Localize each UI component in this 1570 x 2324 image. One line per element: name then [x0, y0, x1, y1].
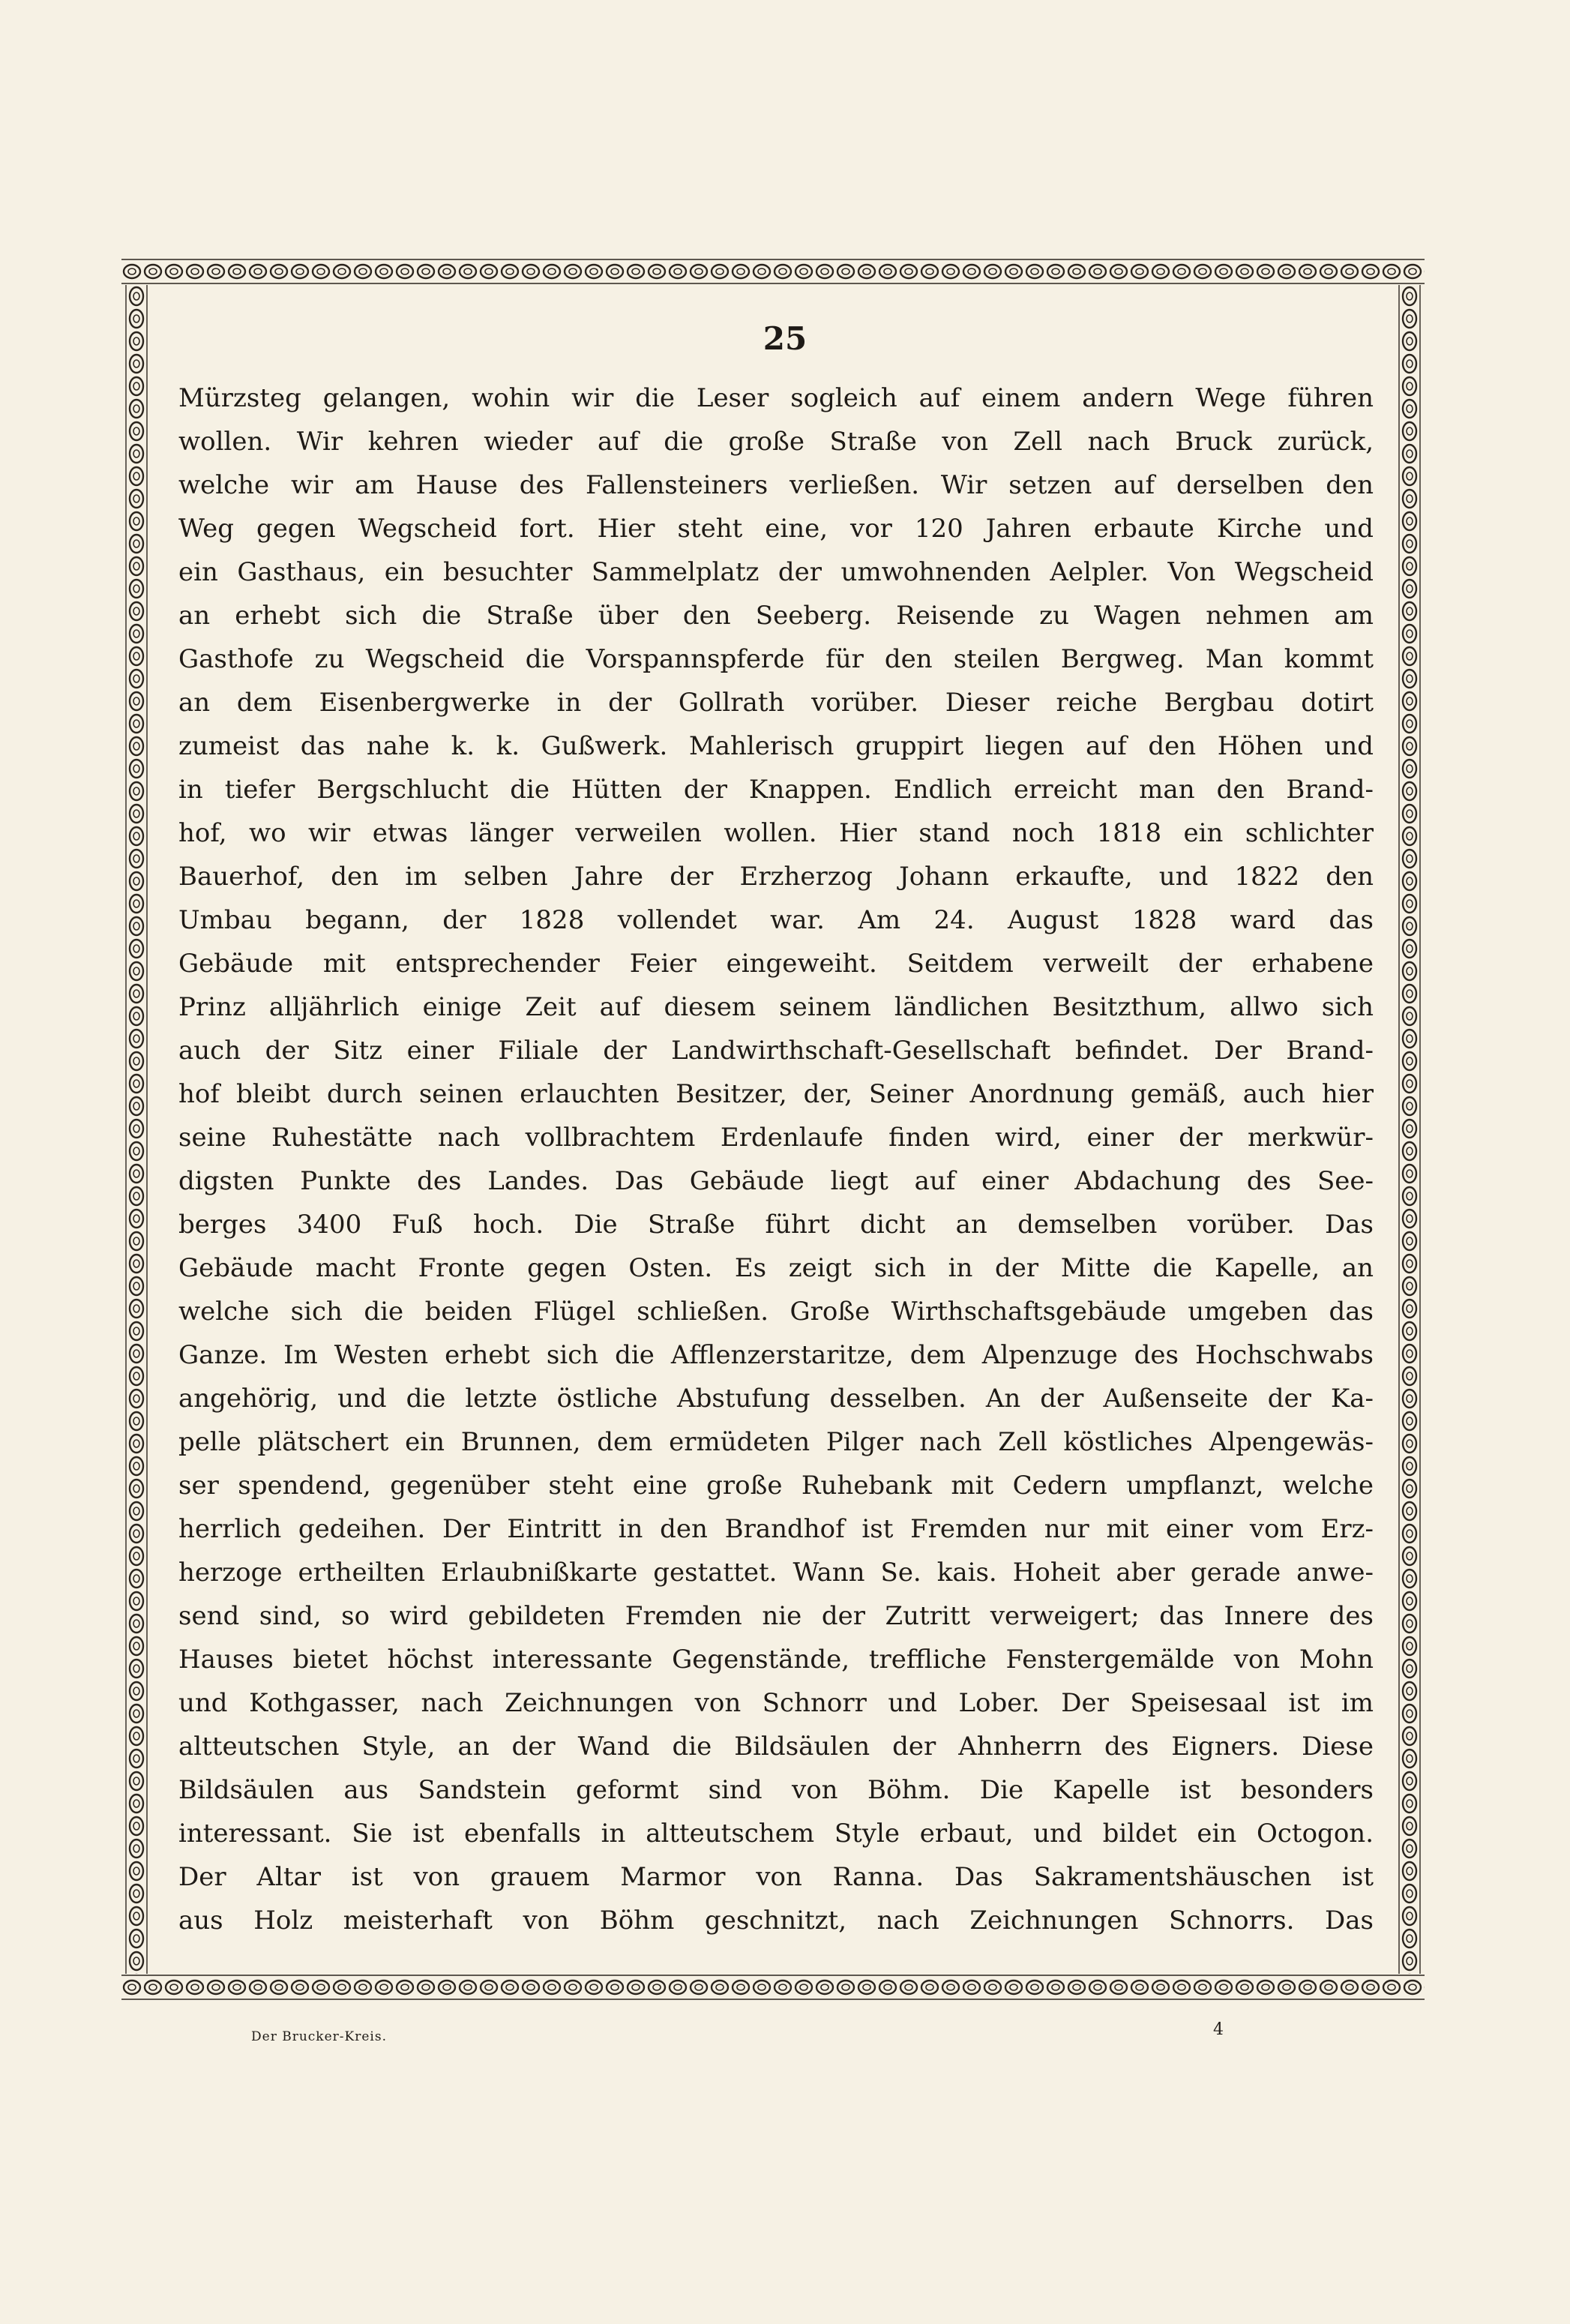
text-line: ser spendend, gegenüber steht eine große Ruhebank mit Cedern umpflanzt, welche — [178, 1471, 1374, 1501]
text-line: Gebäude mit entsprechender Feier eingeweiht. Seitdem verweilt der erhabene — [178, 949, 1374, 979]
text-line: ein Gasthaus, ein besuchter Sammelplatz der umwohnenden Aelpler. Von Wegscheid — [178, 557, 1374, 587]
text-line: altteutschen Style, an der Wand die Bildsäulen der Ahnherrn des Eigners. Diese — [178, 1732, 1374, 1762]
border-top-band — [121, 255, 1425, 288]
signature-line: Der Brucker-Kreis. — [251, 2029, 387, 2044]
text-line: Bildsäulen aus Sandstein geformt sind von Böhm. Die Kapelle ist besonders — [178, 1775, 1374, 1805]
body-text — [178, 376, 1374, 1942]
text-line: berges 3400 Fuß hoch. Die Straße führt dicht an demselben vorüber. Das — [178, 1210, 1374, 1240]
text-line: und Kothgasser, nach Zeichnungen von Schnorr und Lober. Der Speisesaal ist im — [178, 1688, 1374, 1718]
text-line: digsten Punkte des Landes. Das Gebäude liegt auf einer Abdachung des See- — [178, 1166, 1374, 1196]
border-left-band — [121, 285, 151, 1974]
text-line: Umbau begann, der 1828 vollendet war. Am 24. August 1828 ward das — [178, 905, 1374, 935]
text-line: wollen. Wir kehren wieder auf die große Straße von Zell nach Bruck zurück, — [178, 427, 1374, 457]
text-line: herrlich gedeihen. Der Eintritt in den Brandhof ist Fremden nur mit einer vom Erz- — [178, 1514, 1374, 1544]
text-line: Bauerhof, den im selben Jahre der Erzherzog Johann erkaufte, und 1822 den — [178, 862, 1374, 892]
text-line: angehörig, und die letzte östliche Abstufung desselben. An der Außenseite der Ka- — [178, 1384, 1374, 1414]
text-line: hof bleibt durch seinen erlauchten Besitzer, der, Seiner Anordnung gemäß, auch hier — [178, 1079, 1374, 1109]
border-bottom-band — [121, 1971, 1425, 2004]
text-line: an erhebt sich die Straße über den Seeberg. Reisende zu Wagen nehmen am — [178, 601, 1374, 631]
text-line: Prinz alljährlich einige Zeit auf diesem seinem ländlichen Besitzthum, allwo sich — [178, 992, 1374, 1022]
border-right-band — [1395, 285, 1425, 1974]
text-line: an dem Eisenbergwerke in der Gollrath vorüber. Dieser reiche Bergbau dotirt — [178, 688, 1374, 718]
text-line: Gasthofe zu Wegscheid die Vorspannspferde für den steilen Bergweg. Man kommt — [178, 644, 1374, 674]
text-line: welche wir am Hause des Fallensteiners verließen. Wir setzen auf derselben den — [178, 470, 1374, 500]
text-line: seine Ruhestätte nach vollbrachtem Erdenlaufe finden wird, einer der merkwür- — [178, 1123, 1374, 1153]
text-line: welche sich die beiden Flügel schließen. Große Wirthschaftsgebäude umgeben das — [178, 1297, 1374, 1327]
text-line: Hauses bietet höchst interessante Gegenstände, treffliche Fenstergemälde von Mohn — [178, 1645, 1374, 1675]
text-line: auch der Sitz einer Filiale der Landwirthschaft-Gesellschaft befindet. Der Brand- — [178, 1036, 1374, 1066]
text-line: in tiefer Bergschlucht die Hütten der Knappen. Endlich erreicht man den Brand- — [178, 775, 1374, 805]
text-line: hof, wo wir etwas länger verweilen wollen. Hier stand noch 1818 ein schlichter — [178, 818, 1374, 848]
text-line: Der Altar ist von grauem Marmor von Ranna. Das Sakramentshäuschen ist — [178, 1862, 1374, 1892]
text-line: herzoge ertheilten Erlaubnißkarte gestattet. Wann Se. kais. Hoheit aber gerade anwe- — [178, 1558, 1374, 1588]
text-line: Mürzsteg gelangen, wohin wir die Leser sogleich auf einem andern Wege führen — [178, 383, 1374, 413]
text-line: aus Holz meisterhaft von Böhm geschnitzt, nach Zeichnungen Schnorrs. Das — [178, 1906, 1374, 1936]
text-line: Ganze. Im Westen erhebt sich die Afflenzerstaritze, dem Alpenzuge des Hochschwabs — [178, 1340, 1374, 1370]
text-line: pelle plätschert ein Brunnen, dem ermüdeten Pilger nach Zell köstliches Alpengewäs- — [178, 1427, 1374, 1457]
text-line: send sind, so wird gebildeten Fremden nie der Zutritt verweigert; das Innere des — [178, 1601, 1374, 1631]
text-line: zumeist das nahe k. k. Gußwerk. Mahlerisch gruppirt liegen auf den Höhen und — [178, 731, 1374, 761]
text-line: interessant. Sie ist ebenfalls in altteutschem Style erbaut, und bildet ein Octogon. — [178, 1819, 1374, 1849]
signature-mark: 4 — [1213, 2020, 1224, 2039]
text-line: Weg gegen Wegscheid fort. Hier steht eine, vor 120 Jahren erbaute Kirche und — [178, 514, 1374, 544]
text-line: Gebäude macht Fronte gegen Osten. Es zeigt sich in der Mitte die Kapelle, an — [178, 1253, 1374, 1283]
page-number: 25 — [763, 320, 807, 357]
